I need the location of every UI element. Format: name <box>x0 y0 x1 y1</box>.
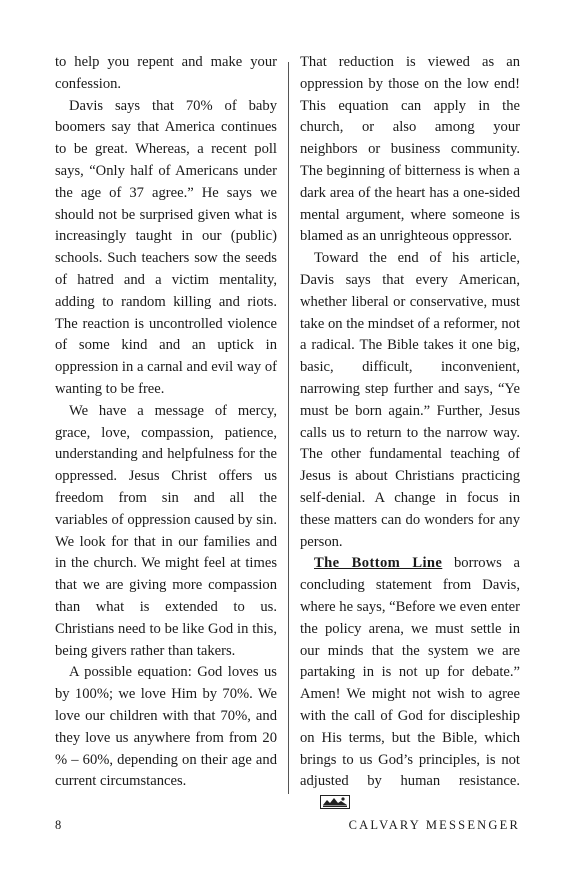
paragraph: to help you repent and make your confession. <box>55 54 277 92</box>
paragraph: A possible equation: God loves us by 100%; we love Him by 70%. We love our children with that 70%, and they love us anywhere from from 20 % – 60%, depending on their age and current circumstances. <box>55 664 277 790</box>
paragraph: Toward the end of his article, Davis says that every American, whether liberal or conservative, must take on the mindset of a reformer, not a radical. The Bible takes it one big, basic, difficult, inconvenient, narrowing step further and says, “Ye must be born again.” Further, Jesus calls us to return to the narrow way. The other fundamental teaching of Jesus is about Christians practicing self-denial. A change in focus in these matters can do wonders for any person. <box>300 250 520 550</box>
left-column <box>55 52 277 793</box>
paragraph: That reduction is viewed as an oppression by those on the low end! This equation can apply in the church, or also among your neighbors or business community. The beginning of bitterness is when a dark area of the heart has a one-sided mental argument, where someone is blamed as an unrighteous oppressor. <box>300 54 520 245</box>
bottom-line-heading: The Bottom Line <box>314 555 443 572</box>
paragraph: Davis says that 70% of baby boomers say that America continues to be great. Whereas, a recent poll says, “Only half of Americans under the age of 37 agree.” He says we should not be surprised given what is increasingly taught in our (public) schools. Such teachers sow the seeds of hatred and a victim mentality, adding to random killing and riots. The reaction is uncontrolled violence of some kind and an uptick in oppression in a carnal and evil way of wanting to be free. <box>55 97 277 397</box>
right-column <box>300 52 520 817</box>
paragraph-text: borrows a concluding statement from Davis, where he says, “Before we even enter the policy arena, we must settle in our minds that the system we are partaking in is not up for debate.” Amen! We might not wish to agree with the call of God for discipleship on His terms, but the Bible, which brings to us God’s principles, is not adjusted by human resistance. <box>300 555 521 790</box>
running-title: CALVARY MESSENGER <box>348 818 520 832</box>
end-of-article-icon <box>306 795 350 817</box>
column-divider <box>288 62 289 794</box>
paragraph <box>300 553 520 817</box>
paragraph: We have a message of mercy, grace, love, compassion, patience, understanding and helpfulness for the oppressed. Jesus Christ offers us freedom from sin and all the variables of oppression caused by sin. We look for that in our families and in the church. We might feel at times that we are giving more compassion than what is extended to us. Christians need to be like God in this, being givers rather than takers. <box>55 402 277 659</box>
page-number: 8 <box>55 818 62 832</box>
